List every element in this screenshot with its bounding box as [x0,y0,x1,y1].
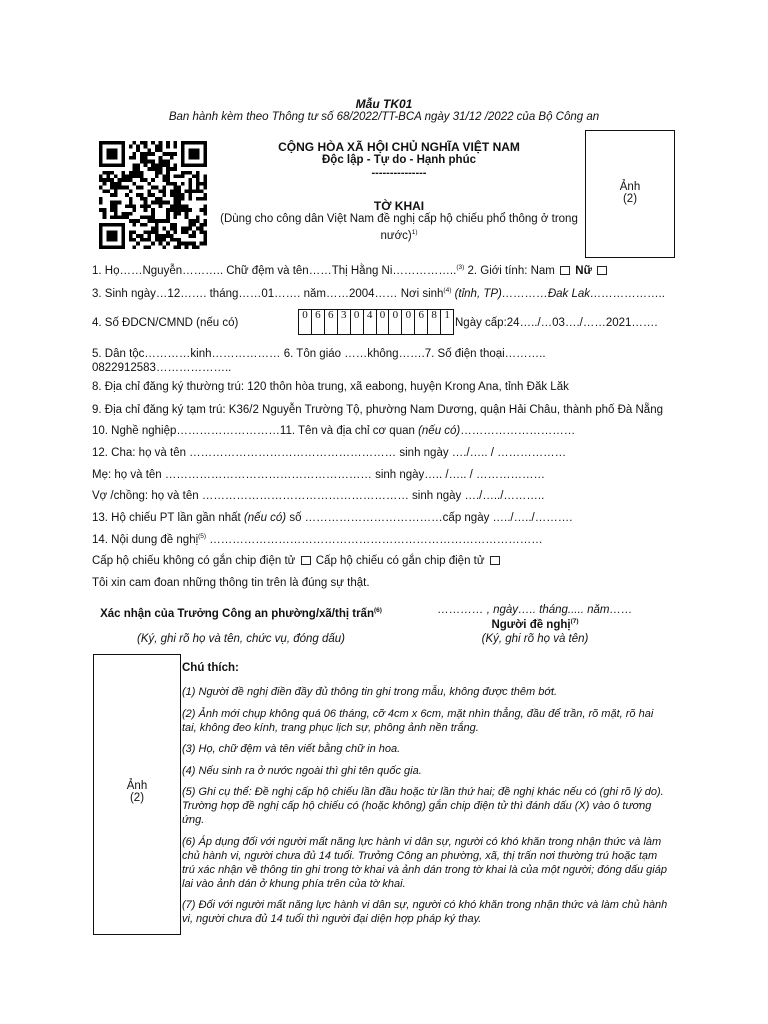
field-request-sup: (5) [198,533,207,540]
declaration: Tôi xin cam đoan những thông tin trên là đúng sự thật. [92,577,370,589]
form-code: Mẫu TK01 [355,97,413,111]
field-spouse: Vợ /chồng: họ và tên ……………………………………………… sinh ngày …./…../……….. [92,490,545,502]
field-occupation [92,425,575,437]
country-name: CỘNG HÒA XÃ HỘI CHỦ NGHĨA VIỆT NAM [278,140,520,154]
id-digit: 0 [351,310,364,334]
field-request-dots: …………………………………………………………………………… [206,533,543,546]
issued-by: Ban hành kèm theo Thông tư số 68/2022/TT-BCA ngày 31/12 /2022 của Bộ Công an [168,111,600,123]
field-last-passport-rest: số ………………………………cấp ngày …../…../………. [286,512,573,524]
field-ethnic-religion-phone: 5. Dân tộc…………kinh……………… 6. Tôn giáo ……không…….7. Số điện thoại……….. [92,348,546,360]
form-subtitle-text: (Dùng cho công dân Việt Nam đề nghị cấp hộ chiếu phổ thông ở trong nước) [220,213,578,242]
field-father: 12. Cha: họ và tên ……………………………………………… sinh ngày …./….. / ……………… [92,447,567,459]
field-gender-text: 2. Giới tính: Nam [464,264,559,277]
note-1: (1) Người đề nghị điền đầy đủ thông tin ghi trong mẫu, không được thêm bớt. [182,686,558,698]
id-digit: 0 [402,310,415,334]
motto: Độc lập - Tự do - Hạnh phúc [322,154,476,166]
sign-right-title [400,618,670,631]
sign-right-sup: (7) [570,618,579,625]
photo-bottom-label: Ảnh [126,780,148,792]
sign-left-title [96,604,386,621]
chip-none-label: Cấp hộ chiếu không có gắn chip điện tử [92,555,299,567]
photo-label: Ảnh [619,181,641,193]
field-id-label: 4. Số ĐDCN/CMND (nếu có) [92,317,239,329]
field-name-gender [92,264,609,277]
field-request [92,533,543,546]
id-digit: 1 [444,309,450,321]
field-temporary-address: 9. Địa chỉ đăng ký tạm trú: K36/2 Nguyễn Trường Tộ, phường Nam Dương, quận Hải Châu, thành phố Đà Nẵng [92,404,663,416]
note-5: (5) Ghi cụ thể: Đề nghị cấp hộ chiếu lần đầu hoặc từ lần thứ hai; đề nghị khác nếu có (ghi rõ lý do). Trường hợp đề nghị cấp hộ chiếu có (hoặc không) gắn chip điện tử thì đánh dấu (X) vào ô tương ứng. [182,786,664,826]
field-occupation-dots: ………………………… [460,425,576,437]
id-digit: 6 [325,310,338,334]
gender-male-checkbox[interactable] [560,266,570,275]
sign-left-sup: (6) [373,607,382,614]
form-subtitle [214,212,584,243]
field-phone-number: 0822912583……………….. [92,362,232,374]
field-chip-options [92,555,502,567]
sign-right-date: ………… , ngày….. tháng..... năm…… [437,604,633,616]
field-last-passport-text: 13. Hộ chiếu PT lần gần nhất [92,512,244,524]
id-digit: 4 [364,310,377,334]
gender-female-checkbox[interactable] [597,266,607,275]
field-occupation-text: 10. Nghề nghiệp………………………11. Tên và địa chỉ cơ quan [92,425,419,437]
chip-none-checkbox[interactable] [301,556,311,565]
id-digit: 0 [377,310,390,334]
sign-left-title-text: Xác nhận của Trưởng Công an phường/xã/thị trấn [100,607,374,620]
note-3: (3) Họ, chữ đệm và tên viết bằng chữ in hoa. [182,743,401,755]
id-digit: 0 [299,310,312,334]
field-request-text: 14. Nội dung đề nghị [92,533,199,546]
sign-right-title-text: Người đề nghị [491,618,571,631]
header-divider: --------------- [371,167,427,179]
note-4: (4) Nếu sinh ra ở nước ngoài thì ghi tên quốc gia. [182,765,422,777]
field-last-passport [92,512,572,524]
note-7: (7) Đối với người mất năng lực hành vi dân sự, người có khó khăn trong nhận thức và làm chủ hành vi, người chưa đủ 14 tuổi thì người đại diện hợp pháp ký thay. [182,899,668,925]
note-6: (6) Áp dụng đối với người mất năng lực hành vi dân sự, người có khó khăn trong nhận thức và làm chủ hành vi, người chưa đủ 14 tuổi. Trưởng Công an phường, xã, thị trấn nơi thường trú hoặc tạm trú xác nhận về thông tin ghi trong tờ khai và ảnh dán trong tờ khai là của một người; đóng dấu giáp lai vào ảnh dán ở khung phía trên của tờ khai. [182,836,667,890]
field-name-text: 1. Họ……Nguyễn……….. Chữ đệm và tên……Thị Hằng Ni…………….. [92,264,457,277]
id-digit: 8 [428,310,441,334]
chip-yes-checkbox[interactable] [490,556,500,565]
id-digit: 0 [389,310,402,334]
field-name-sup: (3) [456,264,465,271]
field-permanent-address: 8. Địa chỉ đăng ký thường trú: 120 thôn hòa trung, xã eabong, huyện Krong Ana, tỉnh Đăk Lăk [92,381,569,393]
photo-box-bottom [93,654,181,935]
field-gender-female-label: Nữ [572,264,596,277]
sign-left-note: (Ký, ghi rõ họ và tên, chức vụ, đóng dấu) [136,633,346,645]
photo-box-top [585,130,675,258]
field-occupation-optional: (nếu có) [418,425,461,437]
field-birth [92,287,665,300]
photo-note: (2) [622,193,638,205]
field-birth-place: …………Đak Lak……………….. [501,287,666,300]
id-digit: 3 [338,310,351,334]
field-birth-province: (tỉnh, TP) [451,287,502,300]
chip-yes-label: Cấp hộ chiếu có gắn chip điện tử [312,555,488,567]
sign-right-note: (Ký, ghi rõ họ và tên) [481,633,589,645]
photo-bottom-note: (2) [129,792,145,804]
id-number-box [298,309,454,335]
notes-heading: Chú thích: [182,662,239,674]
form-title: TỜ KHAI [373,199,425,213]
form-subtitle-sup: 1) [411,229,418,236]
qr-code-icon [96,141,210,249]
id-digit: 6 [312,310,325,334]
field-id-issue-date: Ngày cấp:24…../…03…./……2021……. [455,317,658,329]
field-mother: Mẹ: họ và tên ……………………………………………… sinh ngày….. /….. / ……………… [92,469,546,481]
field-birth-sup: (4) [443,287,452,294]
id-digit: 6 [415,310,428,334]
note-2: (2) Ảnh mới chụp không quá 06 tháng, cỡ 4cm x 6cm, mặt nhìn thẳng, đầu để trần, rõ mặt, rõ hai tai, không đeo kính, trang phục lịch sự, phông ảnh nền trắng. [182,708,654,734]
field-birth-text: 3. Sinh ngày…12……. tháng……01……. năm……2004…… Nơi sinh [92,287,444,300]
field-last-passport-optional: (nếu có) [243,512,287,524]
